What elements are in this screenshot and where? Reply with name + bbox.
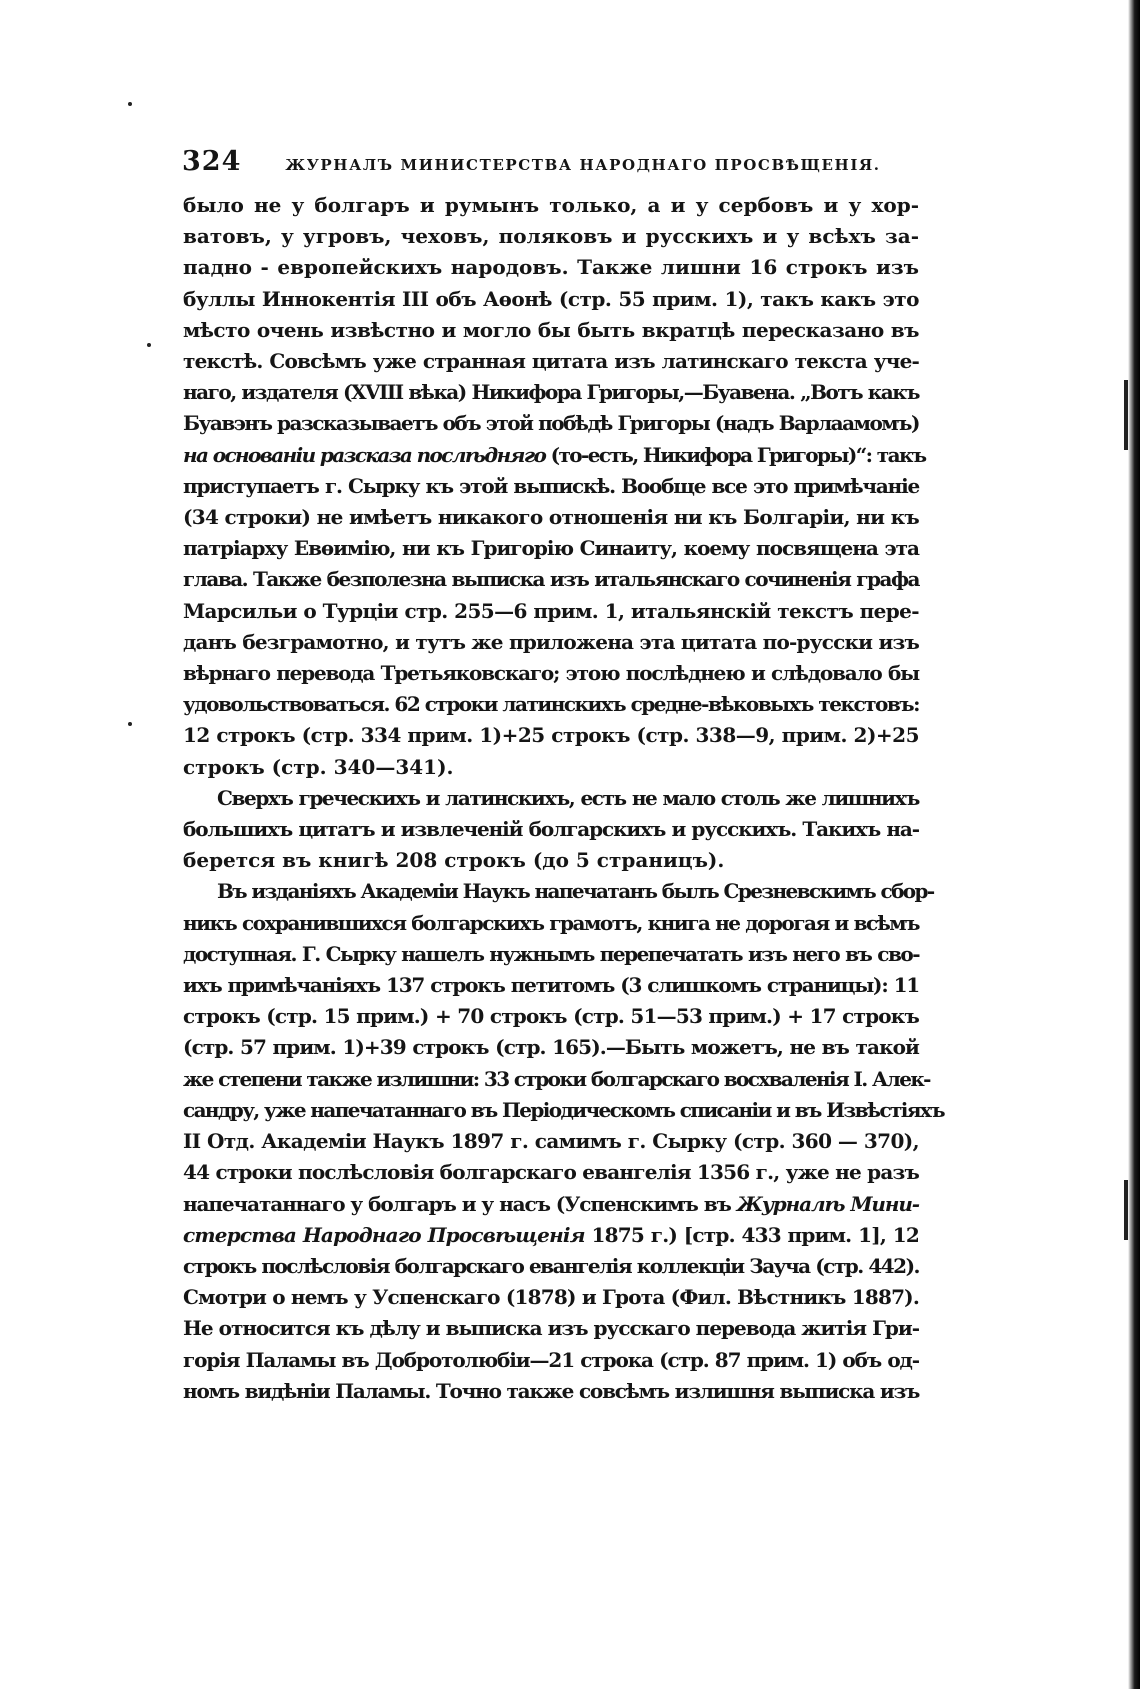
text-line: приступаетъ г. Сырку къ этой выпискѣ. Вообще все это примѣчаніе <box>183 473 919 498</box>
text-line: падно - европейскихъ народовъ. Также лишни 16 строкъ изъ <box>183 255 919 280</box>
paragraph <box>183 190 926 783</box>
text-line: строкъ (стр. 340—341). <box>183 754 454 779</box>
text-line: глава. Также безполезна выписка изъ итальянскаго сочиненія графа <box>183 567 919 592</box>
text-line: доступная. Г. Сырку нашелъ нужнымъ перепечатать изъ него въ сво- <box>183 941 919 966</box>
text-line: II Отд. Академіи Наукъ 1897 г. самимъ г. Сырку (стр. 360 — 370), <box>183 1129 919 1154</box>
text-line: номъ видѣніи Паламы. Точно также совсѣмъ излишня выписка изъ <box>183 1378 920 1403</box>
body-text <box>183 190 944 1407</box>
text-line: строкъ (стр. 15 прим.) + 70 строкъ (стр. 51—53 прим.) + 17 строкъ <box>183 1004 919 1029</box>
text-fragment: 1875 г.) [стр. 433 прим. 1], 12 <box>584 1222 919 1247</box>
page-header <box>182 146 918 177</box>
text-line: горія Паламы въ Добротолюбіи—21 строка (стр. 87 прим. 1) объ од- <box>183 1347 919 1372</box>
text-line: наго, издателя (XVIII вѣка) Никифора Григоры,—Буавена. „Вотъ какъ <box>183 380 919 405</box>
text-line <box>183 1220 919 1251</box>
running-title: ЖУРНАЛЪ МИНИСТЕРСТВА НАРОДНАГО ПРОСВѢЩЕНІЯ. <box>285 156 881 174</box>
scan-page-edge <box>1128 0 1140 1689</box>
text-line <box>183 1189 919 1220</box>
text-line: ватовъ, у угровъ, чеховъ, поляковъ и русскихъ и у всѣхъ за- <box>183 224 919 249</box>
text-line: Не относится къ дѣлу и выписка изъ русскаго перевода житія Гри- <box>183 1316 919 1341</box>
text-line: (стр. 57 прим. 1)+39 строкъ (стр. 165).—Быть можетъ, не въ такой <box>183 1035 919 1060</box>
scan-edge-mark <box>1124 380 1128 450</box>
italic-citation: на основаніи разсказа послѣдняго <box>183 442 546 467</box>
text-line: сандру, уже напечатаннаго въ Періодическомъ списаніи и въ Извѣстіяхъ <box>183 1097 944 1122</box>
text-line: 44 строки послѣсловія болгарскаго евангелія 1356 г., уже не разъ <box>183 1160 919 1185</box>
text-line: патріарху Евѳимію, ни къ Григорію Синаиту, коему посвящена эта <box>183 536 919 561</box>
scan-speck <box>147 343 151 347</box>
paragraph <box>183 876 944 1406</box>
text-line: Смотри о немъ у Успенскаго (1878) и Грота (Фил. Вѣстникъ 1887). <box>183 1285 920 1310</box>
text-line: Буавэнъ разсказываетъ объ этой побѣдѣ Григоры (надъ Варлаамомъ) <box>183 411 919 436</box>
text-fragment: напечатаннаго у болгаръ и у насъ (Успенскимъ въ <box>183 1191 737 1216</box>
text-line: Сверхъ греческихъ и латинскихъ, есть не мало столь же лишнихъ <box>217 785 919 810</box>
text-line: было не у болгаръ и румынъ только, а и у сербовъ и у хор- <box>183 193 919 217</box>
italic-journal-title: Журналѣ Мини- <box>736 1191 919 1216</box>
scan-edge-mark <box>1124 1180 1128 1240</box>
text-line <box>183 440 926 471</box>
text-line: Въ изданіяхъ Академіи Наукъ напечатанъ былъ Срезневскимъ сбор- <box>217 879 934 904</box>
text-line: мѣсто очень извѣстно и могло бы быть вкратцѣ пересказано въ <box>183 317 919 342</box>
text-line: никъ сохранившихся болгарскихъ грамотъ, книга не дорогая и всѣмъ <box>183 910 919 935</box>
text-line: удовольствоваться. 62 строки латинскихъ средне-вѣковыхъ текстовъ: <box>183 692 919 717</box>
text-line: текстѣ. Совсѣмъ уже странная цитата изъ латинскаго текста уче- <box>183 349 919 374</box>
text-line: 12 строкъ (стр. 334 прим. 1)+25 строкъ (стр. 338—9, прим. 2)+25 <box>183 723 919 748</box>
paragraph <box>183 783 919 877</box>
text-line: буллы Иннокентія III объ Аѳонѣ (стр. 55 прим. 1), такъ какъ это <box>183 286 919 311</box>
page-number: 324 <box>182 146 242 177</box>
text-line: берется въ книгѣ 208 строкъ (до 5 страницъ). <box>183 848 725 873</box>
text-line: строкъ послѣсловія болгарскаго евангелія коллекціи Зауча (стр. 442). <box>183 1253 919 1278</box>
scan-speck <box>128 102 132 106</box>
text-fragment: (то-есть, Никифора Григоры)“: такъ <box>545 442 926 467</box>
text-line: же степени также излишни: 33 строки болгарскаго восхваленія I. Алек- <box>183 1066 930 1091</box>
scan-speck <box>128 722 132 726</box>
text-line: вѣрнаго перевода Третьяковскаго; этою послѣднею и слѣдовало бы <box>183 661 919 686</box>
italic-journal-title: стерства Народнаго Просвѣщенія <box>183 1222 585 1247</box>
text-line: данъ безграмотно, и тутъ же приложена эта цитата по-русски изъ <box>183 629 919 654</box>
text-line: (34 строки) не имѣетъ никакого отношенія ни къ Болгаріи, ни къ <box>183 505 919 530</box>
text-line: Марсильи о Турціи стр. 255—6 прим. 1, итальянскій текстъ пере- <box>183 598 919 623</box>
text-line: большихъ цитатъ и извлеченій болгарскихъ и русскихъ. Такихъ на- <box>183 817 919 842</box>
text-line: ихъ примѣчаніяхъ 137 строкъ петитомъ (3 слишкомъ страницы): 11 <box>183 973 919 998</box>
